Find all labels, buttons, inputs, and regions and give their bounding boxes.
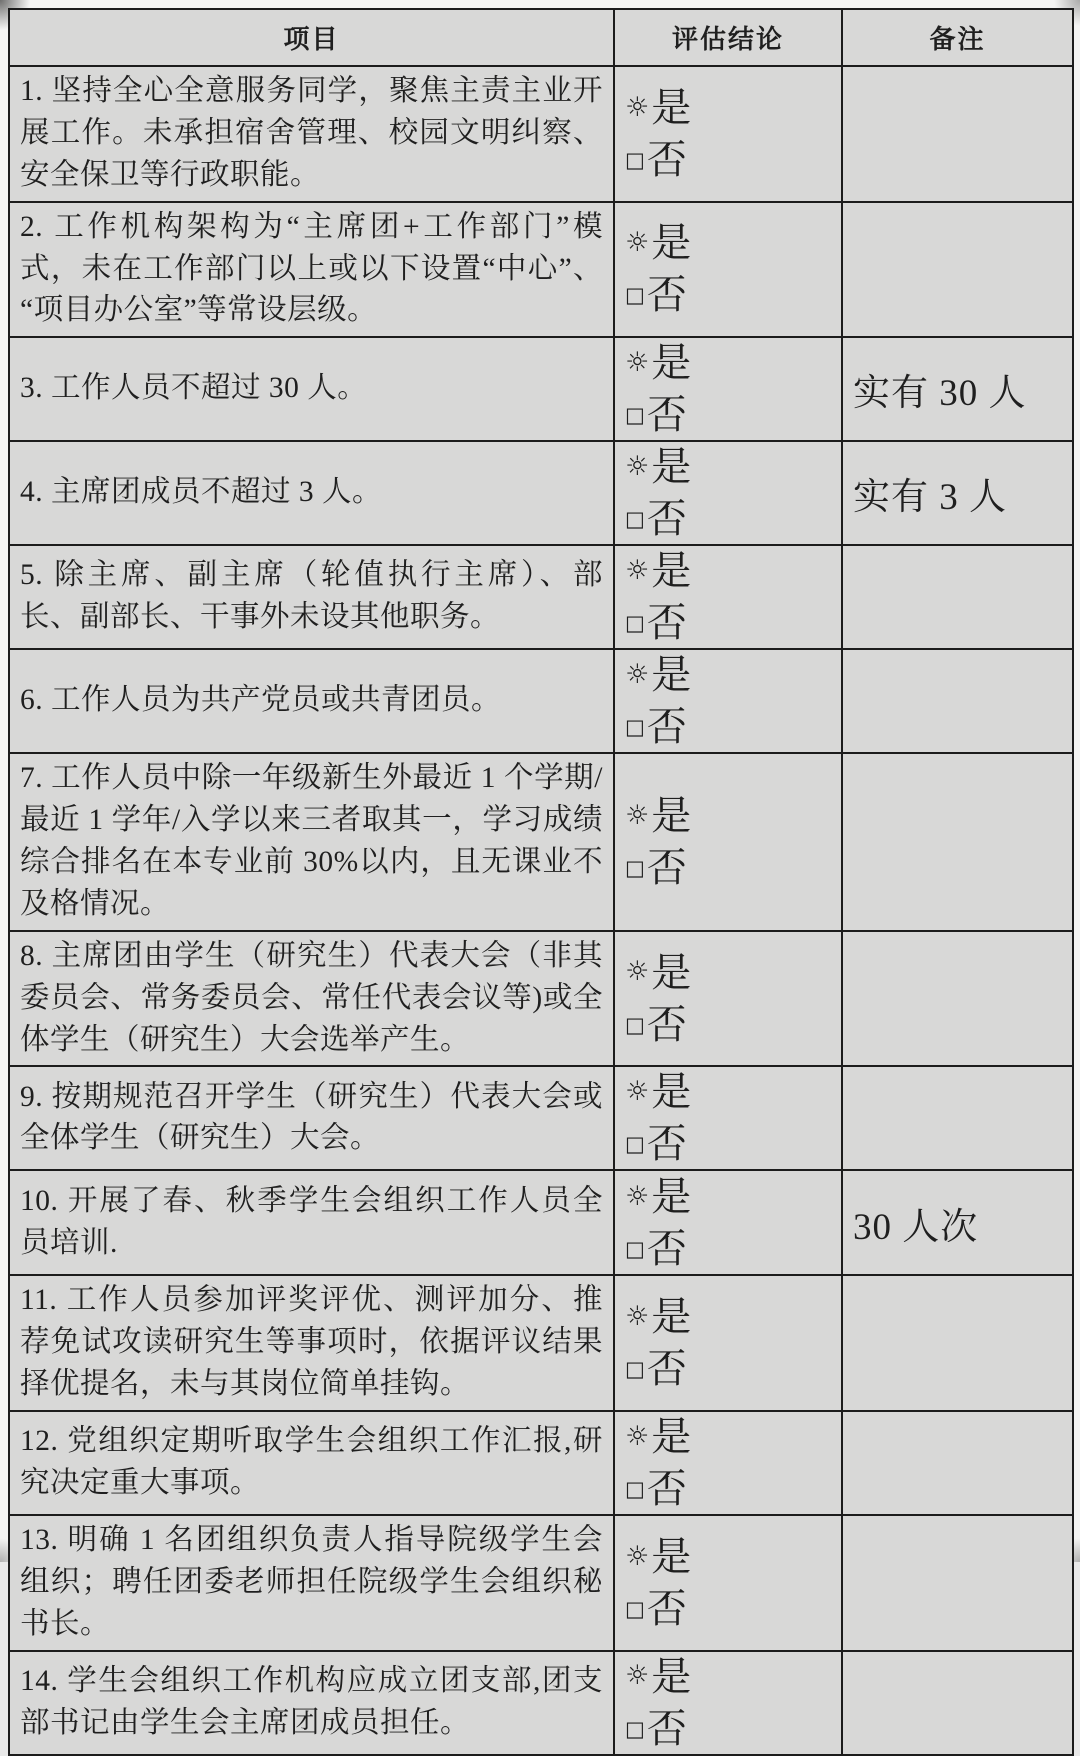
sun-checkbox-icon: ☼ bbox=[625, 1420, 650, 1452]
square-checkbox-icon: □ bbox=[625, 611, 645, 636]
item-text: 6. 工作人员为共产党员或共青团员。 bbox=[9, 649, 614, 753]
yes-label: 是 bbox=[651, 1294, 692, 1340]
yes-label: 是 bbox=[651, 1653, 692, 1699]
square-checkbox-icon: □ bbox=[625, 283, 645, 308]
table-row bbox=[9, 441, 1073, 545]
square-checkbox-icon: □ bbox=[625, 403, 645, 428]
yes-option bbox=[625, 1416, 831, 1458]
evaluation-cell bbox=[614, 441, 842, 545]
no-label: 否 bbox=[646, 272, 687, 318]
remark-text bbox=[842, 66, 1073, 202]
item-text: 8. 主席团由学生（研究生）代表大会（非其委员会、常务委员会、常任代表会议等)或全体学生（研究生）大会选举产生。 bbox=[9, 931, 614, 1067]
sun-checkbox-icon: ☼ bbox=[625, 1301, 650, 1333]
sun-checkbox-icon: ☼ bbox=[625, 1540, 650, 1572]
column-header-remark: 备注 bbox=[842, 9, 1073, 66]
yes-option bbox=[625, 1296, 831, 1338]
sun-checkbox-icon: ☼ bbox=[625, 1660, 650, 1692]
evaluation-cell bbox=[614, 753, 842, 931]
remark-text bbox=[842, 1515, 1073, 1651]
sun-checkbox-icon: ☼ bbox=[625, 555, 650, 587]
no-option bbox=[625, 1585, 831, 1631]
item-text: 5. 除主席、副主席（轮值执行主席）、部长、副部长、干事外未设其他职务。 bbox=[9, 545, 614, 649]
no-label: 否 bbox=[646, 136, 687, 182]
table-row bbox=[9, 1411, 1073, 1515]
no-option bbox=[625, 394, 831, 436]
remark-text: 实有 3 人 bbox=[842, 441, 1073, 545]
square-checkbox-icon: □ bbox=[625, 715, 645, 740]
item-text: 7. 工作人员中除一年级新生外最近 1 个学期/最近 1 学年/入学以来三者取其一，学习成绩综合排名在本专业前 30%以内，且无课业不及格情况。 bbox=[9, 753, 614, 931]
square-checkbox-icon: □ bbox=[625, 1357, 645, 1382]
yes-label: 是 bbox=[651, 220, 692, 266]
column-header-item: 项目 bbox=[9, 9, 614, 66]
table-row bbox=[9, 202, 1073, 338]
no-label: 否 bbox=[646, 704, 687, 750]
no-label: 否 bbox=[646, 496, 687, 542]
yes-option bbox=[625, 949, 831, 995]
evaluation-cell bbox=[614, 545, 842, 649]
table-row bbox=[9, 66, 1073, 202]
header-row bbox=[9, 9, 1073, 66]
no-label: 否 bbox=[646, 1585, 687, 1631]
no-option bbox=[625, 274, 831, 316]
evaluation-cell bbox=[614, 1275, 842, 1411]
remark-text: 实有 30 人 bbox=[842, 337, 1073, 441]
yes-option bbox=[625, 654, 831, 696]
yes-label: 是 bbox=[651, 1173, 692, 1219]
remark-text bbox=[842, 931, 1073, 1067]
yes-option bbox=[625, 84, 831, 130]
no-label: 否 bbox=[646, 1001, 687, 1047]
table-row bbox=[9, 1651, 1073, 1755]
table-row bbox=[9, 545, 1073, 649]
no-label: 否 bbox=[646, 600, 687, 646]
sun-checkbox-icon: ☼ bbox=[625, 227, 650, 259]
evaluation-cell bbox=[614, 337, 842, 441]
column-header-evaluation: 评估结论 bbox=[614, 9, 842, 66]
yes-option bbox=[625, 446, 831, 488]
yes-label: 是 bbox=[651, 84, 692, 130]
yes-label: 是 bbox=[651, 1069, 692, 1115]
table-row bbox=[9, 649, 1073, 753]
remark-text bbox=[842, 545, 1073, 649]
yes-option bbox=[625, 1533, 831, 1579]
yes-label: 是 bbox=[651, 793, 692, 838]
yes-label: 是 bbox=[651, 1533, 692, 1579]
remark-text bbox=[842, 753, 1073, 931]
sun-checkbox-icon: ☼ bbox=[625, 451, 650, 483]
remark-text: 30 人次 bbox=[842, 1170, 1073, 1275]
sun-checkbox-icon: ☼ bbox=[625, 659, 650, 691]
item-text: 13. 明确 1 名团组织负责人指导院级学生会组织；聘任团委老师担任院级学生会组织秘书长。 bbox=[9, 1515, 614, 1651]
evaluation-cell bbox=[614, 1066, 842, 1170]
evaluation-cell bbox=[614, 931, 842, 1067]
sun-checkbox-icon: ☼ bbox=[625, 799, 650, 831]
remark-text bbox=[842, 1651, 1073, 1755]
no-option bbox=[625, 1123, 831, 1165]
yes-label: 是 bbox=[651, 444, 692, 490]
square-checkbox-icon: □ bbox=[625, 1012, 645, 1037]
yes-option bbox=[625, 342, 831, 384]
no-label: 否 bbox=[646, 1466, 687, 1511]
no-option bbox=[625, 1348, 831, 1390]
evaluation-cell bbox=[614, 202, 842, 338]
no-option bbox=[625, 1001, 831, 1047]
item-text: 14. 学生会组织工作机构应成立团支部,团支部书记由学生会主席团成员担任。 bbox=[9, 1651, 614, 1755]
yes-option bbox=[625, 795, 831, 837]
no-option bbox=[625, 498, 831, 540]
item-text: 12. 党组织定期听取学生会组织工作汇报,研究决定重大事项。 bbox=[9, 1411, 614, 1515]
table-row bbox=[9, 931, 1073, 1067]
evaluation-table bbox=[8, 8, 1074, 1756]
item-text: 10. 开展了春、秋季学生会组织工作人员全员培训. bbox=[9, 1170, 614, 1275]
square-checkbox-icon: □ bbox=[625, 1596, 645, 1621]
yes-option bbox=[625, 1071, 831, 1113]
evaluation-cell bbox=[614, 1515, 842, 1651]
yes-label: 是 bbox=[651, 949, 692, 995]
yes-option bbox=[625, 222, 831, 264]
yes-label: 是 bbox=[651, 652, 692, 698]
table-row bbox=[9, 1066, 1073, 1170]
remark-text bbox=[842, 202, 1073, 338]
evaluation-cell bbox=[614, 66, 842, 202]
no-option bbox=[625, 706, 831, 748]
item-text: 2. 工作机构架构为“主席团+工作部门”模式，未在工作部门以上或以下设置“中心”、“项目办公室”等常设层级。 bbox=[9, 202, 614, 338]
table-row bbox=[9, 1170, 1073, 1275]
sun-checkbox-icon: ☼ bbox=[625, 91, 650, 123]
square-checkbox-icon: □ bbox=[625, 507, 645, 532]
no-option bbox=[625, 847, 831, 889]
sun-checkbox-icon: ☼ bbox=[625, 347, 650, 379]
remark-text bbox=[842, 649, 1073, 753]
item-text: 9. 按期规范召开学生（研究生）代表大会或全体学生（研究生）大会。 bbox=[9, 1066, 614, 1170]
evaluation-cell bbox=[614, 1170, 842, 1275]
yes-label: 是 bbox=[651, 1414, 692, 1459]
evaluation-cell bbox=[614, 1651, 842, 1755]
yes-label: 是 bbox=[651, 548, 692, 594]
table-row bbox=[9, 753, 1073, 931]
yes-label: 是 bbox=[651, 340, 692, 386]
evaluation-cell bbox=[614, 649, 842, 753]
item-text: 11. 工作人员参加评奖评优、测评加分、推荐免试攻读研究生等事项时，依据评议结果择优提名，未与其岗位简单挂钩。 bbox=[9, 1275, 614, 1411]
item-text: 1. 坚持全心全意服务同学，聚焦主责主业开展工作。未承担宿舍管理、校园文明纠察、安全保卫等行政职能。 bbox=[9, 66, 614, 202]
table-row bbox=[9, 1275, 1073, 1411]
sun-checkbox-icon: ☼ bbox=[625, 956, 650, 988]
sun-checkbox-icon: ☼ bbox=[625, 1076, 650, 1108]
table-row bbox=[9, 1515, 1073, 1651]
no-option bbox=[625, 1705, 831, 1751]
no-label: 否 bbox=[646, 392, 687, 438]
item-text: 4. 主席团成员不超过 3 人。 bbox=[9, 441, 614, 545]
square-checkbox-icon: □ bbox=[625, 1476, 645, 1501]
table-row bbox=[9, 337, 1073, 441]
sun-checkbox-icon: ☼ bbox=[625, 1180, 650, 1212]
square-checkbox-icon: □ bbox=[625, 1716, 645, 1741]
no-label: 否 bbox=[646, 1705, 687, 1751]
yes-option bbox=[625, 550, 831, 592]
remark-text bbox=[842, 1275, 1073, 1411]
square-checkbox-icon: □ bbox=[625, 1236, 645, 1261]
no-option bbox=[625, 602, 831, 644]
square-checkbox-icon: □ bbox=[625, 1132, 645, 1157]
yes-option bbox=[625, 1173, 831, 1219]
no-label: 否 bbox=[646, 845, 687, 890]
no-option bbox=[625, 136, 831, 182]
no-option bbox=[625, 1225, 831, 1271]
evaluation-cell bbox=[614, 1411, 842, 1515]
no-label: 否 bbox=[646, 1121, 687, 1167]
square-checkbox-icon: □ bbox=[625, 855, 645, 880]
no-label: 否 bbox=[646, 1225, 687, 1271]
item-text: 3. 工作人员不超过 30 人。 bbox=[9, 337, 614, 441]
yes-option bbox=[625, 1653, 831, 1699]
square-checkbox-icon: □ bbox=[625, 147, 645, 172]
no-option bbox=[625, 1468, 831, 1510]
remark-text bbox=[842, 1066, 1073, 1170]
no-label: 否 bbox=[646, 1346, 687, 1392]
remark-text bbox=[842, 1411, 1073, 1515]
